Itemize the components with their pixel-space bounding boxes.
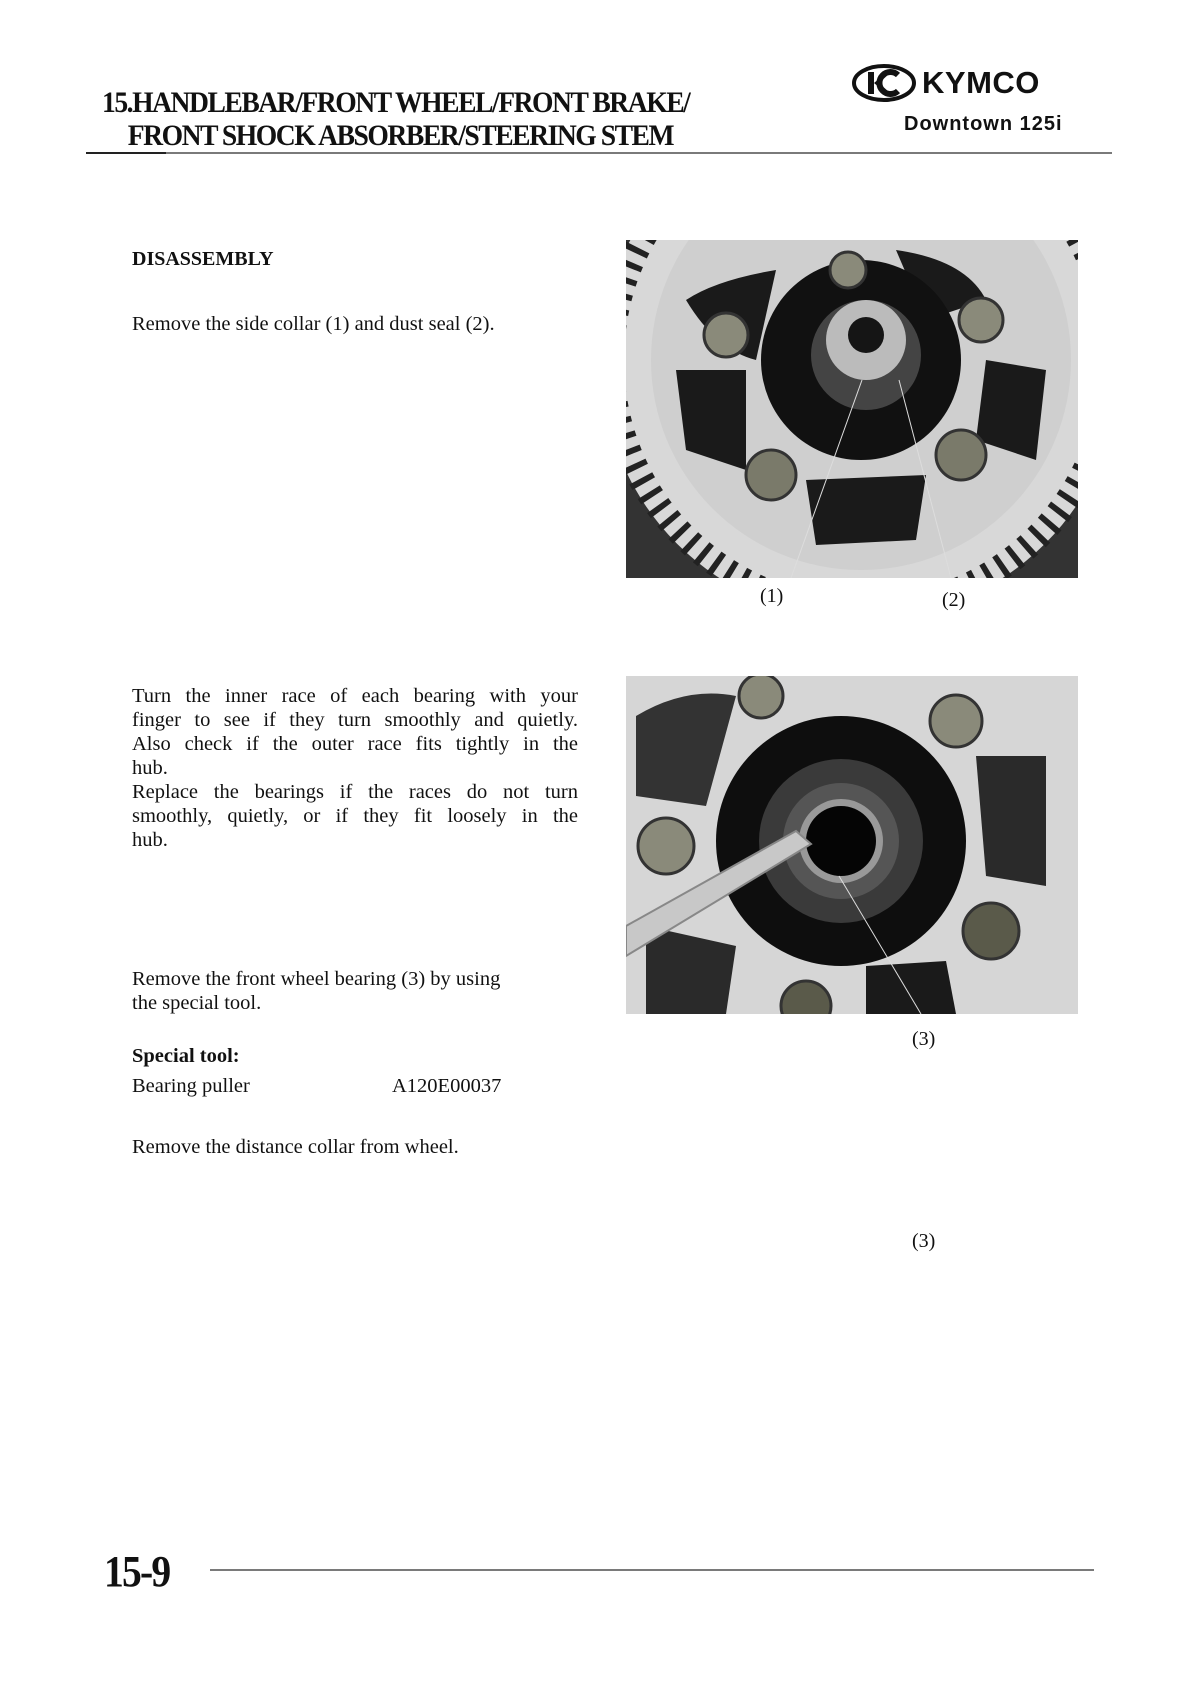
photo-hub-bearing [626, 676, 1078, 1014]
kymco-emblem-icon [852, 64, 916, 102]
step-check-bearings [132, 684, 578, 852]
callout-3: (3) [912, 1028, 936, 1050]
tool-name: Bearing puller [132, 1075, 250, 1097]
step-remove-bearing [132, 967, 578, 1015]
text-line: Remove the front wheel bearing (3) by using [132, 968, 501, 990]
kymco-logo [852, 64, 1040, 102]
callout-3-secondary: (3) [912, 1230, 936, 1252]
text-line: Turn the inner race of each bearing with your [132, 685, 578, 707]
chapter-title-line2: FRONT SHOCK ABSORBER/STEERING STEM [127, 119, 674, 152]
text-line: hub. [132, 757, 168, 779]
brand-name: KYMCO [922, 65, 1040, 100]
footer-divider [210, 1569, 1094, 1571]
text-line: the special tool. [132, 992, 262, 1014]
text-line: Also check if the outer race fits tightly in the [132, 733, 578, 755]
header-divider [86, 152, 1112, 154]
text-line: hub. [132, 829, 168, 851]
text-line: finger to see if they turn smoothly and quietly. [132, 709, 578, 731]
callout-1: (1) [760, 585, 784, 607]
model-name: Downtown 125i [904, 113, 1063, 135]
section-title: DISASSEMBLY [132, 248, 274, 270]
step-remove-distance-collar: Remove the distance collar from wheel. [132, 1136, 459, 1158]
text-line: smoothly, quietly, or if they fit loosely in the [132, 805, 578, 827]
chapter-title [102, 86, 689, 152]
tool-code: A120E00037 [392, 1075, 502, 1097]
chapter-title-line1: 15.HANDLEBAR/FRONT WHEEL/FRONT BRAKE/ [102, 86, 690, 119]
special-tool-label: Special tool: [132, 1045, 240, 1067]
text-line: Replace the bearings if the races do not turn [132, 781, 578, 803]
step-remove-collar: Remove the side collar (1) and dust seal (2). [132, 313, 495, 335]
callout-2: (2) [942, 589, 966, 611]
page-number: 15-9 [104, 1547, 170, 1596]
photo-hub-side-collar [626, 240, 1078, 578]
